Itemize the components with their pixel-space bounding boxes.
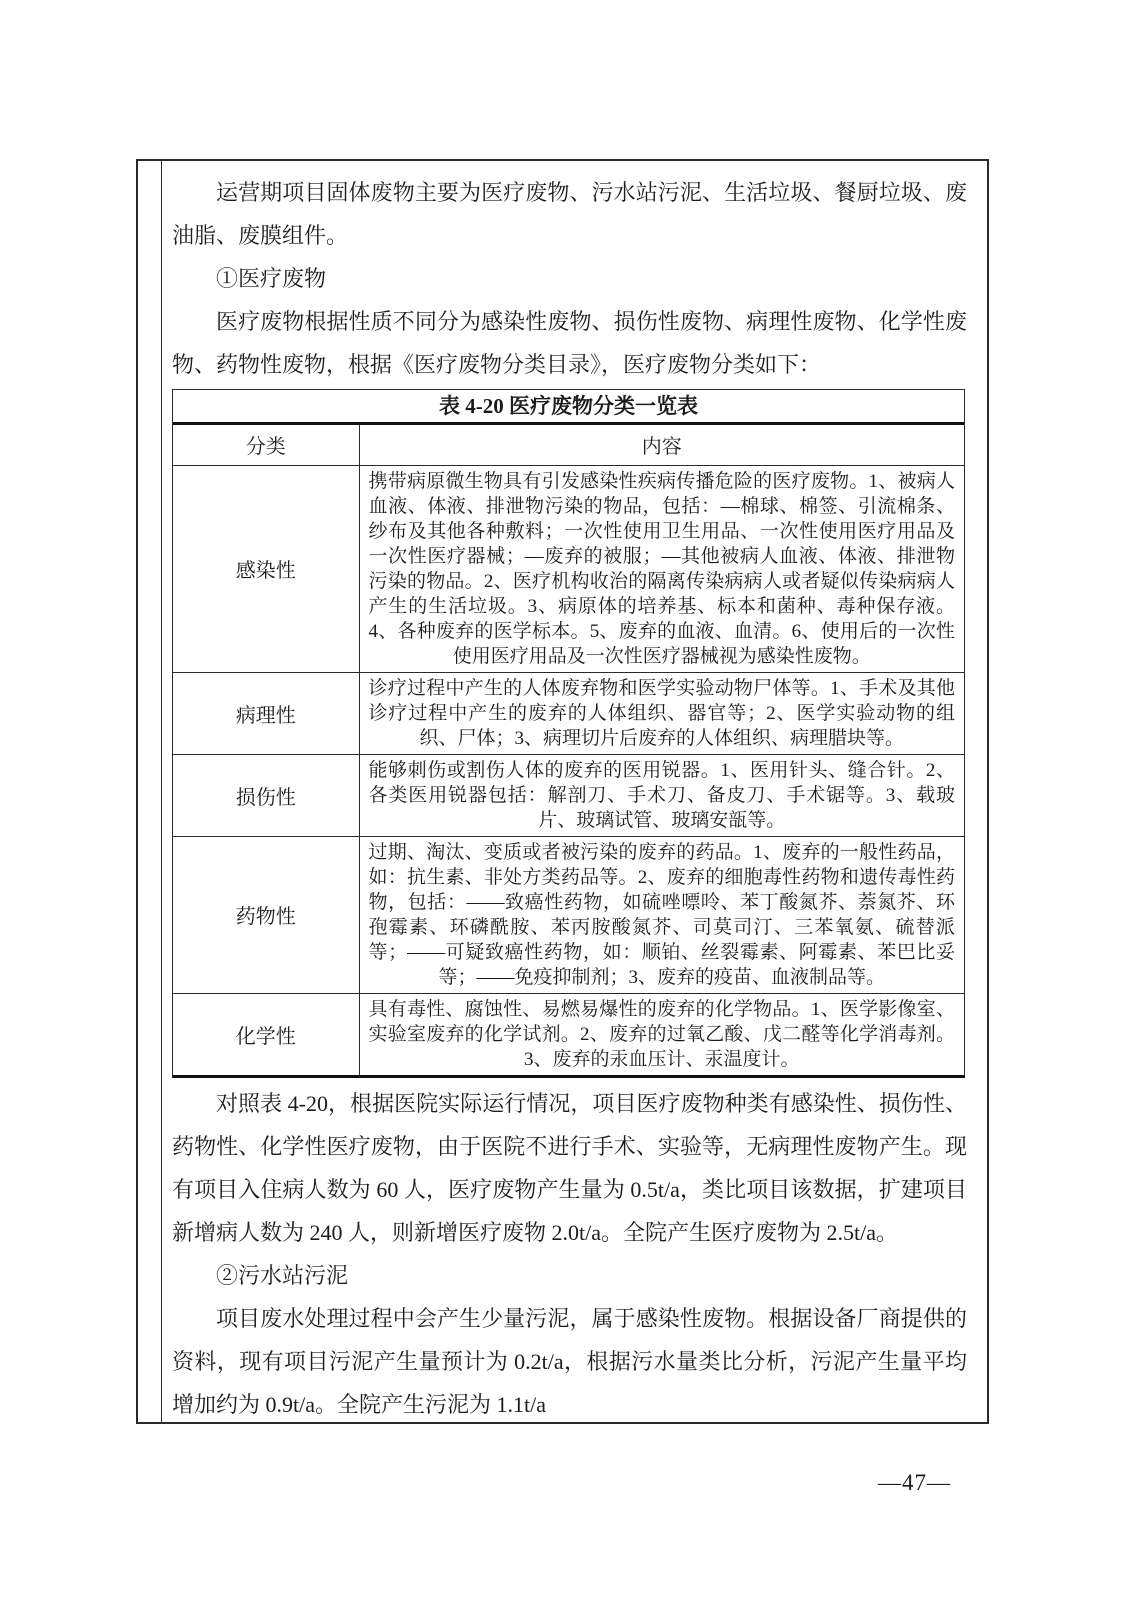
heading-medical-waste: ①医疗废物 — [216, 266, 327, 291]
table-row — [173, 672, 964, 754]
medical-waste-classification-table — [173, 425, 964, 1075]
page-number: —47— — [878, 1470, 951, 1495]
category-cell: 损伤性 — [173, 754, 359, 836]
document-content — [162, 161, 987, 1422]
header-category: 分类 — [173, 425, 359, 465]
heading-sewage-sludge: ②污水站污泥 — [216, 1262, 349, 1288]
content-cell: 过期、淘汰、变质或者被污染的废弃的药品。1、废弃的一般性药品，如：抗生素、非处方类药品等。2、废弃的细胞毒性药物和遗传毒性药物，包括：——致癌性药物，如硫唑嘌呤、苯丁酸氮芥、萘氮芥、环孢霉素、环磷酰胺、苯丙胺酸氮芥、司莫司汀、三苯氧氨、硫替派等；——可疑致癌性药物，如：顺铂、丝裂霉素、阿霉素、苯巴比妥等；——免疫抑制剂；3、废弃的疫苗、血液制品等。 — [359, 836, 964, 993]
content-cell: 能够刺伤或割伤人体的废弃的医用锐器。1、医用针头、缝合针。2、各类医用锐器包括：解剖刀、手术刀、备皮刀、手术锯等。3、载玻片、玻璃试管、玻璃安瓿等。 — [359, 754, 964, 836]
category-cell: 感染性 — [173, 465, 359, 672]
content-cell: 诊疗过程中产生的人体废弃物和医学实验动物尸体等。1、手术及其他诊疗过程中产生的废弃的人体组织、器官等；2、医学实验动物的组织、尸体；3、病理切片后废弃的人体组织、病理腊块等。 — [359, 672, 964, 754]
header-content: 内容 — [359, 425, 964, 465]
table-row — [173, 465, 964, 672]
table-header-row — [173, 425, 964, 465]
paragraph-sludge: 项目废水处理过程中会产生少量污泥，属于感染性废物。根据设备厂商提供的资料，现有项目污泥产生量预计为 0.2t/a，根据污水量类比分析，污泥产生量平均增加约为 0.9t/a。全院产生污泥为 1.1t/a — [172, 1305, 967, 1417]
category-cell: 化学性 — [173, 993, 359, 1075]
paragraph-comparison-table: 对照表 4-20，根据医院实际运行情况，项目医疗废物种类有感染性、损伤性、药物性、化学性医疗废物，由于医院不进行手术、实验等，无病理性废物产生。现有项目入住病人数为 60 人，医疗废物产生量为 0.5t/a，类比项目该数据，扩建项目新增病人数为 240 人，则新增医疗废物 2.0t/a。全院产生医疗废物为 2.5t/a。 — [172, 1090, 967, 1245]
paragraph-medical-waste-intro: 医疗废物根据性质不同分为感染性废物、损伤性废物、病理性废物、化学性废物、药物性废物，根据《医疗废物分类目录》，医疗废物分类如下： — [172, 309, 967, 377]
table-title: 表 4-20 医疗废物分类一览表 — [173, 390, 964, 425]
form-cell-box — [136, 159, 989, 1424]
table-4-20-block — [172, 389, 965, 1078]
content-cell: 具有毒性、腐蚀性、易燃易爆性的废弃的化学物品。1、医学影像室、实验室废弃的化学试剂。2、废弃的过氧乙酸、戊二醛等化学消毒剂。3、废弃的汞血压计、汞温度计。 — [359, 993, 964, 1075]
table-row — [173, 754, 964, 836]
category-cell: 病理性 — [173, 672, 359, 754]
category-cell: 药物性 — [173, 836, 359, 993]
table-row — [173, 993, 964, 1075]
paragraph-operation-solid-waste: 运营期项目固体废物主要为医疗废物、污水站污泥、生活垃圾、餐厨垃圾、废油脂、废膜组件。 — [172, 180, 967, 248]
content-cell: 携带病原微生物具有引发感染性疾病传播危险的医疗废物。1、被病人血液、体液、排泄物污染的物品，包括：—棉球、棉签、引流棉条、纱布及其他各种敷料；一次性使用卫生用品、一次性使用医疗用品及一次性医疗器械；—废弃的被服；—其他被病人血液、体液、排泄物污染的物品。2、医疗机构收治的隔离传染病病人或者疑似传染病病人产生的生活垃圾。3、病原体的培养基、标本和菌种、毒种保存液。4、各种废弃的医学标本。5、废弃的血液、血清。6、使用后的一次性使用医疗用品及一次性医疗器械视为感染性废物。 — [359, 465, 964, 672]
form-left-strip — [138, 161, 162, 1422]
table-row — [173, 836, 964, 993]
